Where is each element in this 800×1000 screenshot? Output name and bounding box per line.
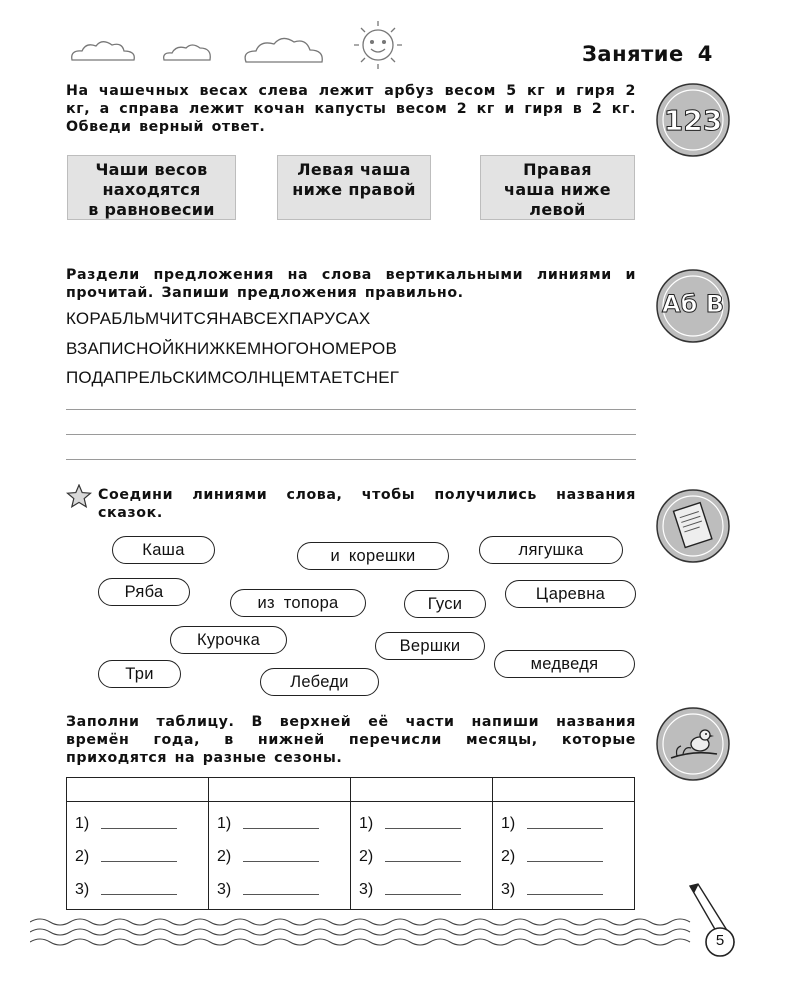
season-header-cell[interactable] xyxy=(351,778,493,802)
row-label: 1) xyxy=(75,814,90,832)
answer-line: чаша ниже xyxy=(504,180,611,199)
answer-blank[interactable] xyxy=(243,860,319,862)
answer-line: в равновесии xyxy=(88,200,215,219)
word-card[interactable]: лягушка xyxy=(479,536,623,564)
row-label: 3) xyxy=(501,880,516,898)
star-icon xyxy=(66,484,92,508)
answer-line: Чаши весов xyxy=(95,160,208,179)
months-cell xyxy=(209,802,351,910)
word-card[interactable]: и корешки xyxy=(297,542,449,570)
page-number: 5 xyxy=(715,932,725,949)
lesson-number: 4 xyxy=(697,42,713,66)
answer-line: находятся xyxy=(102,180,201,199)
clouds-and-sun-decoration xyxy=(60,18,420,73)
row-label: 3) xyxy=(75,880,90,898)
answer-line: Правая xyxy=(523,160,592,179)
sun-icon xyxy=(363,30,393,60)
lesson-title xyxy=(582,42,713,66)
answer-blank[interactable] xyxy=(527,893,603,895)
word-card[interactable]: Курочка xyxy=(170,626,287,654)
writing-line[interactable] xyxy=(66,434,636,435)
season-header-cell[interactable] xyxy=(493,778,635,802)
word-card[interactable]: Царевна xyxy=(505,580,636,608)
answer-blank[interactable] xyxy=(385,860,461,862)
answer-line: Левая чаша xyxy=(297,160,411,179)
row-label: 2) xyxy=(501,847,516,865)
badge-numbers-text: 123 xyxy=(663,104,723,137)
writing-line[interactable] xyxy=(66,459,636,460)
writing-line[interactable] xyxy=(66,409,636,410)
answer-blank[interactable] xyxy=(243,893,319,895)
row-label: 1) xyxy=(501,814,516,832)
word-card[interactable]: Каша xyxy=(112,536,215,564)
answer-line: ниже правой xyxy=(292,180,416,199)
cloud-icon xyxy=(245,38,322,62)
scrambled-sentence: КОРАБЛЬМЧИТСЯНАВСЕХПАРУСАХ xyxy=(66,309,371,328)
months-cell xyxy=(493,802,635,910)
answer-blank[interactable] xyxy=(527,860,603,862)
answer-line: левой xyxy=(529,200,586,219)
word-card[interactable]: Вершки xyxy=(375,632,485,660)
word-card[interactable]: Лебеди xyxy=(260,668,379,696)
answer-blank[interactable] xyxy=(101,860,177,862)
answer-blank[interactable] xyxy=(385,827,461,829)
season-header-cell[interactable] xyxy=(67,778,209,802)
badge-letters-text: Аб В xyxy=(662,290,724,318)
seasons-table xyxy=(66,777,635,910)
scrambled-sentence: ВЗАПИСНОЙКНИЖКЕМНОГОНОМЕРОВ xyxy=(66,339,398,358)
task4-text: Заполни таблицу. В верхней её части напиши названия времён года, в нижней перечисли месяцы, которые приходятся на разные сезоны. xyxy=(66,714,636,766)
answer-blank[interactable] xyxy=(101,827,177,829)
book-badge-icon xyxy=(655,488,731,564)
task1-text: На чашечных весах слева лежит арбуз весом 5 кг и гиря 2 кг, а справа лежит кочан капусты весом 2 кг и гиря в 2 кг. Обведи верный ответ. xyxy=(66,83,636,135)
task2-text: Раздели предложения на слова вертикальными линиями и прочитай. Запиши предложения правильно. xyxy=(66,267,636,301)
lesson-word: Занятие xyxy=(582,42,684,66)
cloud-icon xyxy=(164,45,211,60)
bird-badge-icon xyxy=(655,706,731,782)
word-card[interactable]: Ряба xyxy=(98,578,190,606)
word-card[interactable]: Три xyxy=(98,660,181,688)
numbers-badge-icon xyxy=(655,82,731,158)
word-card[interactable]: медведя xyxy=(494,650,635,678)
row-label: 3) xyxy=(217,880,232,898)
row-label: 1) xyxy=(217,814,232,832)
word-card[interactable]: Гуси xyxy=(404,590,486,618)
letters-badge-icon xyxy=(655,268,731,344)
task3-text: Соедини линиями слова, чтобы получились названия сказок. xyxy=(98,487,636,521)
months-cell xyxy=(351,802,493,910)
scrambled-sentence: ПОДАПРЕЛЬСКИМСОЛНЦЕМТАЕТСНЕГ xyxy=(66,368,400,387)
row-label: 2) xyxy=(359,847,374,865)
pencil-icon xyxy=(684,882,744,962)
cloud-icon xyxy=(72,42,135,60)
row-label: 1) xyxy=(359,814,374,832)
answer-blank[interactable] xyxy=(385,893,461,895)
wave-decoration xyxy=(30,912,700,954)
answer-option-left-lower[interactable] xyxy=(277,155,431,220)
answer-option-balance[interactable] xyxy=(67,155,236,220)
row-label: 2) xyxy=(217,847,232,865)
word-card[interactable]: из топора xyxy=(230,589,366,617)
answer-blank[interactable] xyxy=(101,893,177,895)
season-header-cell[interactable] xyxy=(209,778,351,802)
answer-blank[interactable] xyxy=(527,827,603,829)
answer-blank[interactable] xyxy=(243,827,319,829)
row-label: 3) xyxy=(359,880,374,898)
row-label: 2) xyxy=(75,847,90,865)
months-cell xyxy=(67,802,209,910)
answer-option-right-lower[interactable] xyxy=(480,155,635,220)
